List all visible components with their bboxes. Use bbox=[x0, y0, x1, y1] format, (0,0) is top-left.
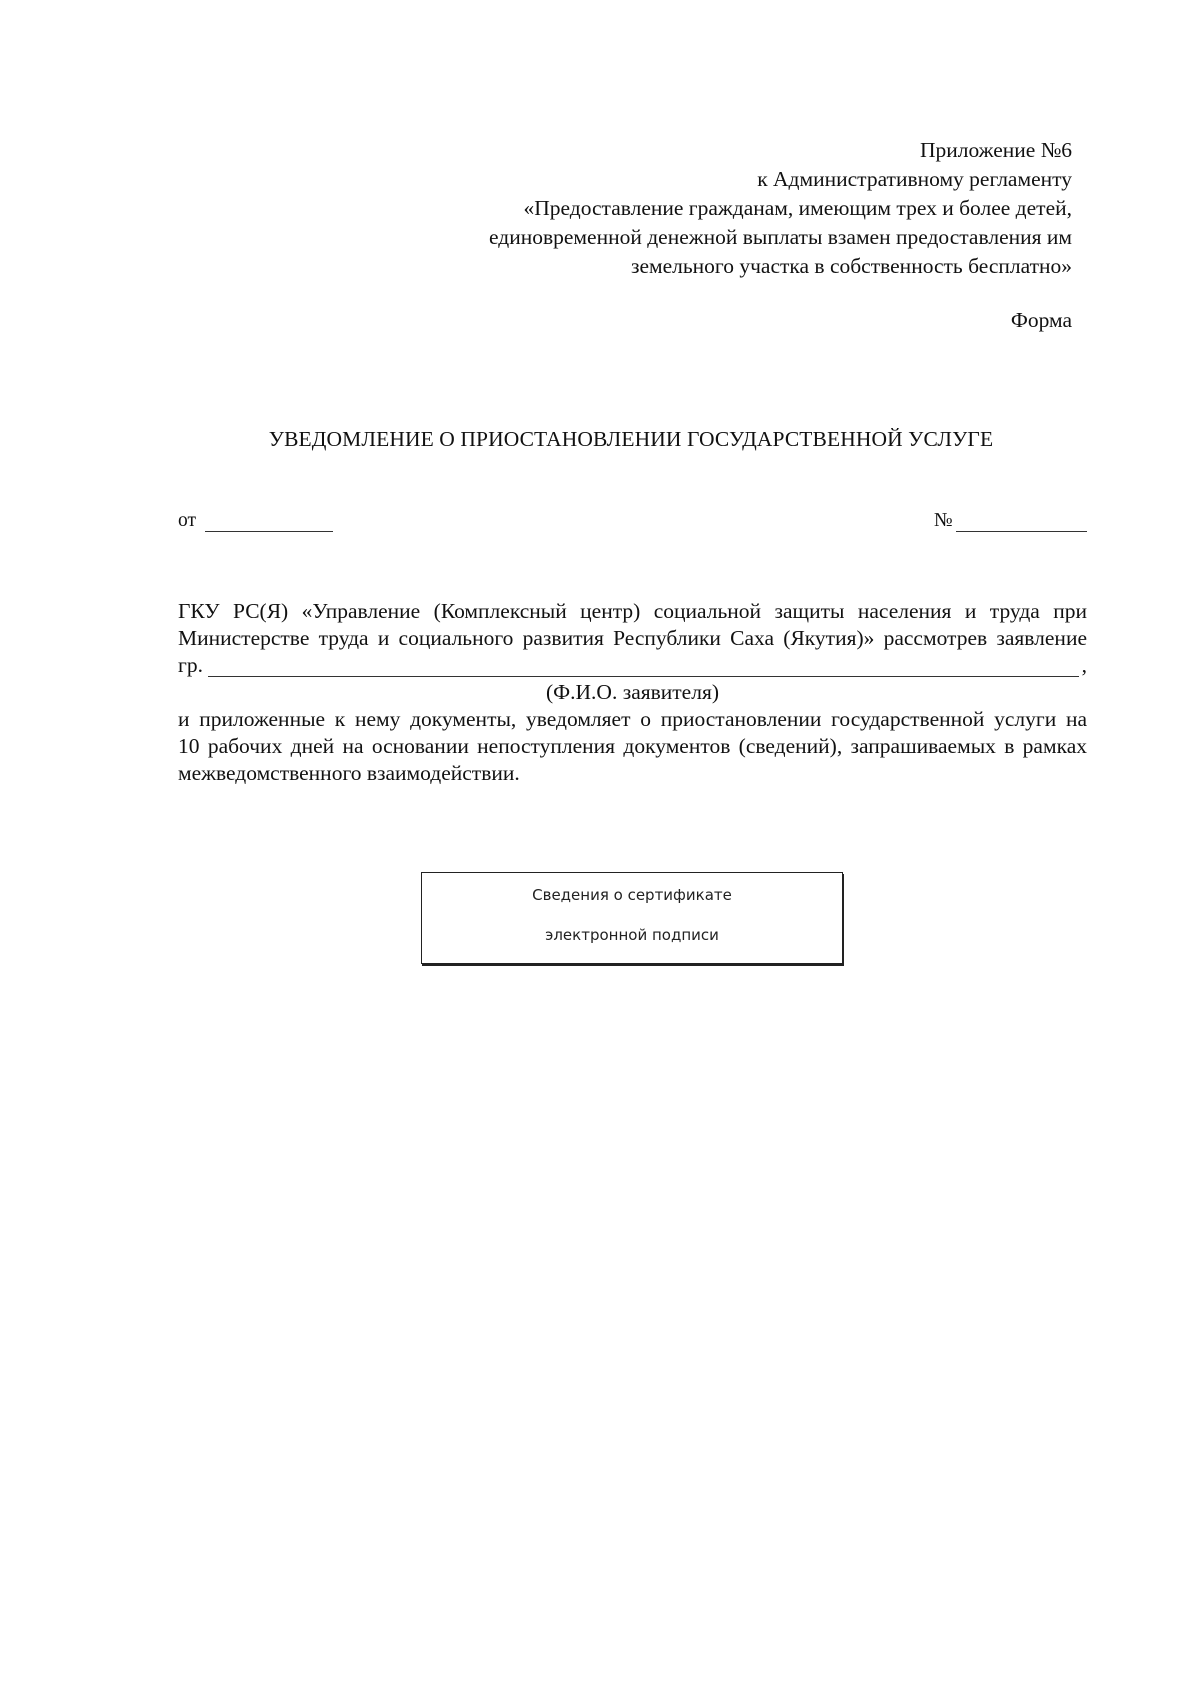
body-line-1: ГКУ РС(Я) «Управление (Комплексный центр) социальной защиты населения и труда при bbox=[178, 599, 1087, 623]
cert-box-line-1: Сведения о сертификате bbox=[532, 886, 732, 904]
form-label: Форма bbox=[1010, 308, 1072, 332]
number-blank-line bbox=[956, 531, 1087, 532]
body-line-6: межведомственного взаимодействии. bbox=[178, 761, 520, 785]
document-title: УВЕДОМЛЕНИЕ О ПРИОСТАНОВЛЕНИИ ГОСУДАРСТВЕННОЙ УСЛУГЕ bbox=[268, 427, 994, 451]
date-blank-line bbox=[205, 531, 333, 532]
applicant-name-blank-line bbox=[208, 676, 1079, 677]
appendix-line-3: «Предоставление гражданам, имеющим трех и более детей, bbox=[523, 196, 1072, 220]
number-label: № bbox=[934, 510, 953, 531]
appendix-line-5: земельного участка в собственность бесплатно» bbox=[630, 254, 1072, 278]
applicant-name-row bbox=[178, 652, 1087, 679]
body-line-5: 10 рабочих дней на основании непоступления документов (сведений), запрашиваемых в рамках bbox=[178, 734, 1087, 758]
signature-certificate-box bbox=[421, 872, 843, 964]
fio-caption: (Ф.И.О. заявителя) bbox=[546, 680, 719, 704]
comma: , bbox=[1081, 653, 1087, 677]
date-number-row bbox=[178, 508, 1087, 538]
appendix-header bbox=[312, 136, 1072, 281]
cert-box-line-2: электронной подписи bbox=[545, 926, 719, 944]
body-line-4: и приложенные к нему документы, уведомляет о приостановлении государственной услуги на bbox=[178, 707, 1087, 731]
from-label: от bbox=[178, 510, 197, 531]
body-line-2: Министерстве труда и социального развития Республики Саха (Якутия)» рассмотрев заявление bbox=[178, 626, 1087, 650]
appendix-line-1: Приложение №6 bbox=[919, 138, 1072, 162]
appendix-line-2: к Административному регламенту bbox=[757, 167, 1072, 191]
appendix-line-4: единовременной денежной выплаты взамен предоставления им bbox=[489, 225, 1072, 249]
citizen-label: гр. bbox=[178, 653, 203, 677]
notice-body bbox=[178, 598, 1087, 787]
